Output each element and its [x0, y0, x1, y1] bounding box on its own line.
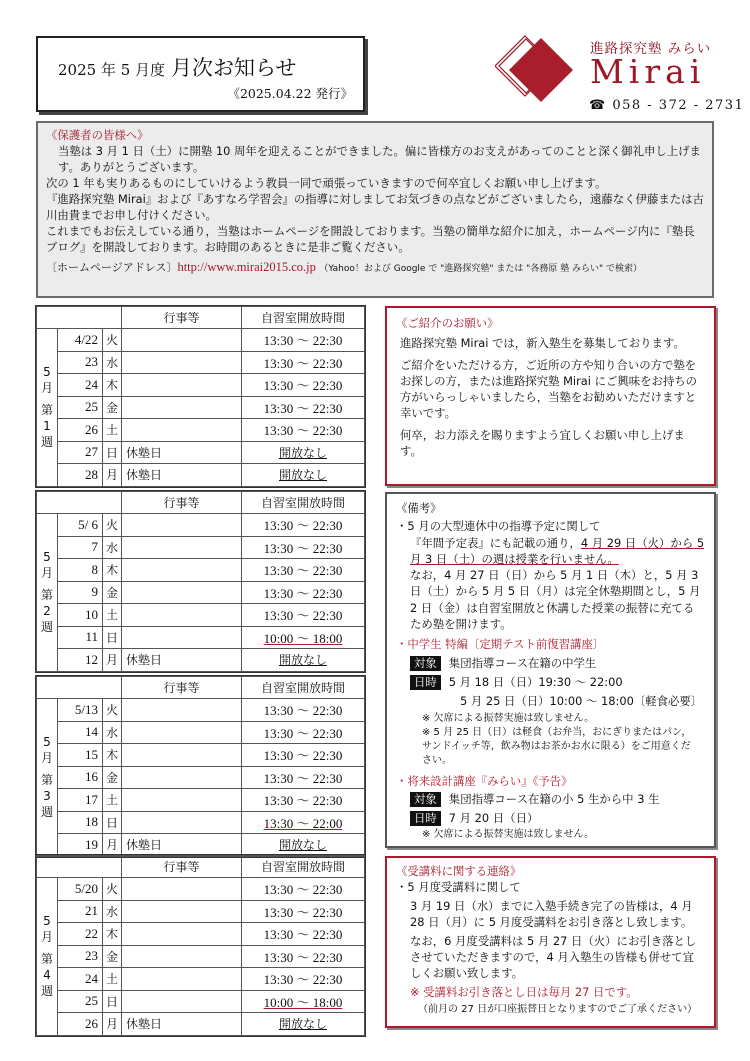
table-row — [37, 649, 365, 672]
week-label-char: 5 — [43, 365, 51, 380]
open-time-text: 13:30 ～ 22:30 — [263, 518, 343, 534]
homepage-search-note: （Yahoo！および Google で "進路探究塾" または "各務原 塾 みらい" で検索） — [319, 264, 643, 274]
target-tag-2: 対象 — [410, 792, 441, 807]
greeting-box — [36, 121, 714, 298]
open-time-cell — [242, 396, 365, 419]
table-row — [37, 559, 365, 582]
open-time-text: 開放なし — [278, 445, 327, 460]
weekday-cell: 木 — [103, 559, 122, 582]
junior-date-2: 5 月 25 日（日）10:00 ～ 18:00〔軽食必要〕 — [460, 694, 703, 709]
week-label-char: 週 — [40, 620, 53, 635]
fee-box — [385, 856, 716, 1028]
weekday-cell: 木 — [103, 744, 122, 767]
weekday-cell: 金 — [103, 766, 122, 789]
table-row — [37, 923, 365, 946]
introduction-heading: 《ご紹介のお願い》 — [396, 316, 499, 330]
date-tag-2: 日時 — [410, 811, 441, 826]
open-time-text: 10:00 ～ 18:00 — [263, 630, 343, 646]
weekday-cell: 木 — [103, 374, 122, 397]
header-blank — [37, 307, 122, 329]
weekday-cell: 木 — [103, 923, 122, 946]
date-cell: 23 — [58, 945, 103, 968]
notes-heading: 《備考》 — [396, 501, 442, 515]
open-time-text: 13:30 ～ 22:30 — [263, 563, 343, 579]
event-cell — [122, 626, 242, 649]
open-time-text: 13:30 ～ 22:30 — [263, 423, 343, 439]
homepage-link[interactable]: http://www.mirai2015.co.jp — [177, 260, 316, 274]
table-row — [37, 900, 365, 923]
notes-box — [385, 492, 716, 848]
open-time-text: 13:30 ～ 22:30 — [263, 378, 343, 394]
future-course-title: ・将来設計講座『みらい』《予告》 — [396, 773, 573, 788]
event-cell: 休塾日 — [122, 1013, 242, 1036]
date-cell: 28 — [58, 464, 103, 487]
header-event: 行事等 — [122, 492, 242, 514]
homepage-label: 〔ホームページアドレス〕 — [46, 261, 178, 274]
weekday-cell: 土 — [103, 419, 122, 442]
open-time-text: 開放なし — [278, 838, 327, 853]
table-row — [37, 968, 365, 991]
schedule-week-2-table — [36, 491, 365, 672]
week-label — [37, 514, 58, 672]
table-row — [37, 626, 365, 649]
open-time-cell — [242, 329, 365, 352]
week-label-char: 週 — [40, 984, 53, 999]
open-time-text: 13:30 ～ 22:00 — [263, 815, 343, 831]
date-cell: 4/22 — [58, 329, 103, 352]
open-time-cell — [242, 626, 365, 649]
junior-target-line — [396, 655, 705, 671]
holiday-schedule-body — [396, 535, 705, 633]
open-time-text: 13:30 ～ 22:30 — [263, 927, 343, 943]
header-time: 自習室開放時間 — [242, 492, 365, 514]
table-row — [37, 878, 365, 901]
open-time-text: 13:30 ～ 22:30 — [263, 725, 343, 741]
schedule-header-row — [37, 677, 365, 699]
table-row — [37, 766, 365, 789]
open-time-cell — [242, 464, 365, 487]
weekday-cell: 水 — [103, 721, 122, 744]
event-cell — [122, 419, 242, 442]
fee-paragraph-2: なお，6 月度受講料は 5 月 27 日（火）にお引き落としさせていただきますので，4 月入塾生の皆様も併せて宜しくお願い致します。 — [410, 934, 697, 980]
table-row — [37, 721, 365, 744]
event-cell — [122, 990, 242, 1013]
brand-name-en: Mirai — [590, 52, 706, 91]
introduction-paragraph-3: 何卒，お力添えを賜りますよう宜しくお願い申し上げます。 — [400, 428, 685, 458]
junior-date-line — [396, 674, 705, 690]
greeting-paragraph-3: 『進路探究塾 Mirai』および『あすなろ学習会』の指導に対しましてお気づきの点などがございましたら，遠藤なく伊藤または古川由貴までお申し付けください。 — [46, 192, 704, 222]
week-label-char: 月 — [40, 751, 53, 766]
date-cell: 24 — [58, 968, 103, 991]
open-time-cell — [242, 990, 365, 1013]
weekday-cell: 土 — [103, 968, 122, 991]
table-row — [37, 604, 365, 627]
weekday-cell: 火 — [103, 329, 122, 352]
open-time-cell — [242, 945, 365, 968]
date-cell: 17 — [58, 789, 103, 812]
date-cell: 5/ 6 — [58, 514, 103, 537]
table-row — [37, 396, 365, 419]
weekday-cell: 水 — [103, 536, 122, 559]
weekday-cell: 火 — [103, 878, 122, 901]
header-time: 自習室開放時間 — [242, 677, 365, 699]
table-row — [37, 351, 365, 374]
week-label-char: 第 — [40, 588, 53, 603]
week-label-char: 月 — [40, 566, 53, 581]
weekday-cell: 土 — [103, 604, 122, 627]
greeting-paragraph-1: 当塾は 3 月 1 日（土）に開塾 10 周年を迎えることができました。偏に皆様方のお支えがあってのことと深く御礼申し上げます。ありがとうございます。 — [58, 144, 701, 174]
open-time-cell — [242, 789, 365, 812]
week-label-char: 4 — [43, 968, 51, 983]
table-row — [37, 329, 365, 352]
date-cell: 9 — [58, 581, 103, 604]
event-cell — [122, 789, 242, 812]
event-cell: 休塾日 — [122, 649, 242, 672]
weekday-cell: 日 — [103, 811, 122, 834]
schedule-week-3-table — [36, 676, 365, 857]
weekday-cell: 日 — [103, 990, 122, 1013]
open-time-cell — [242, 811, 365, 834]
weekday-cell: 月 — [103, 834, 122, 857]
event-cell — [122, 699, 242, 722]
open-time-cell — [242, 374, 365, 397]
date-cell: 12 — [58, 649, 103, 672]
event-cell — [122, 945, 242, 968]
weekday-cell: 水 — [103, 900, 122, 923]
open-time-text: 13:30 ～ 22:30 — [263, 748, 343, 764]
open-time-cell — [242, 834, 365, 857]
date-tag: 日時 — [410, 675, 441, 690]
open-time-cell — [242, 878, 365, 901]
week-label — [37, 329, 58, 487]
event-cell: 休塾日 — [122, 464, 242, 487]
event-cell — [122, 604, 242, 627]
date-cell: 21 — [58, 900, 103, 923]
event-cell — [122, 721, 242, 744]
week-label-char: 週 — [40, 435, 53, 450]
title-main-text: 月次お知らせ — [171, 56, 297, 80]
open-time-text: 13:30 ～ 22:30 — [263, 703, 343, 719]
week-label-char: 2 — [43, 604, 51, 619]
header-event: 行事等 — [122, 307, 242, 329]
title-box — [36, 36, 365, 112]
table-row — [37, 811, 365, 834]
introduction-paragraph-2: ご紹介をいただける方，ご近所の方や知り合いの方で塾をお探しの方，または進路探究塾 Mirai にご興味をお持ちの方がいらっしゃいましたら，当塾をお勧めいただけますと幸いです。 — [400, 358, 698, 420]
date-cell: 10 — [58, 604, 103, 627]
schedule-header-row — [37, 856, 365, 878]
date-cell: 18 — [58, 811, 103, 834]
weekday-cell: 月 — [103, 1013, 122, 1036]
greeting-paragraph-2: 次の 1 年も実りあるものにしていけるよう教員一同で頑張っていきますので何卒宜しくお願い申し上げます。 — [46, 176, 607, 190]
open-time-cell — [242, 351, 365, 374]
greeting-heading: 《保護者の皆様へ》 — [46, 128, 149, 142]
open-time-text: 開放なし — [278, 653, 327, 668]
open-time-cell — [242, 559, 365, 582]
event-cell — [122, 581, 242, 604]
table-row — [37, 744, 365, 767]
event-cell — [122, 900, 242, 923]
table-row — [37, 990, 365, 1013]
event-cell — [122, 329, 242, 352]
date-cell: 11 — [58, 626, 103, 649]
event-cell — [122, 351, 242, 374]
open-time-cell — [242, 514, 365, 537]
date-cell: 5/13 — [58, 699, 103, 722]
event-cell — [122, 766, 242, 789]
future-note: ※ 欠席による振替実施は致しません。 — [422, 829, 595, 841]
event-cell — [122, 811, 242, 834]
open-time-text: 13:30 ～ 22:30 — [263, 770, 343, 786]
date-cell: 5/20 — [58, 878, 103, 901]
week-label-char: 第 — [40, 403, 53, 418]
open-time-cell — [242, 699, 365, 722]
open-time-text: 13:30 ～ 22:30 — [263, 400, 343, 416]
open-time-text: 13:30 ～ 22:30 — [263, 949, 343, 965]
open-time-text: 13:30 ～ 22:30 — [263, 882, 343, 898]
open-time-cell — [242, 766, 365, 789]
open-time-text: 開放なし — [278, 1017, 327, 1032]
date-cell: 25 — [58, 396, 103, 419]
open-time-text: 13:30 ～ 22:30 — [263, 793, 343, 809]
weekday-cell: 火 — [103, 514, 122, 537]
junior-special-title: ・中学生 特編〔定期テスト前復習講座〕 — [396, 637, 605, 652]
fee-item-title: ・5 月度受講料に関して — [396, 880, 521, 894]
table-row — [37, 441, 365, 464]
weekday-cell: 土 — [103, 789, 122, 812]
junior-note-1: ※ 欠席による振替実施は致しません。 — [422, 712, 595, 724]
title-month: 2025 年 5 月度 — [58, 61, 166, 79]
open-time-cell — [242, 1013, 365, 1036]
junior-date-1: 5 月 18 日（日）19:30 ～ 22:00 — [448, 674, 623, 689]
fee-subnote: （前月の 27 日が口座振替日となりますのでご了承ください） — [418, 1004, 698, 1015]
event-cell: 休塾日 — [122, 441, 242, 464]
table-row — [37, 464, 365, 487]
junior-note-2: ※ 5 月 25 日（日）は軽食（お弁当，おにぎりまたはパン，サンドイッチ等，飲み物はお茶かお水に限る）をご用意ください。 — [422, 726, 692, 766]
week-label-char: 5 — [43, 550, 51, 565]
schedule-week-4-table — [36, 855, 365, 1036]
table-row — [37, 945, 365, 968]
table-row — [37, 1013, 365, 1036]
date-cell: 22 — [58, 923, 103, 946]
event-cell — [122, 396, 242, 419]
table-row — [37, 374, 365, 397]
open-time-text: 13:30 ～ 22:30 — [263, 355, 343, 371]
open-time-text: 13:30 ～ 22:30 — [263, 972, 343, 988]
weekday-cell: 金 — [103, 581, 122, 604]
holiday-post: なお，4 月 27 日（日）から 5 月 1 日（木）と，5 月 3 日（土）から 5 月 5 日（月）は完全休塾期間とし，5 月 2 日（金）は自習室開放と休講した授業の振替に充てるため塾を開けます。 — [410, 568, 701, 632]
weekday-cell: 水 — [103, 351, 122, 374]
holiday-emphasis: 4 月 29 日（火）から 5 月 3 日（土）の週は授業を行いません。 — [410, 535, 705, 566]
target-tag: 対象 — [410, 656, 441, 671]
week-label-char: 第 — [40, 773, 53, 788]
open-time-cell — [242, 721, 365, 744]
weekday-cell: 月 — [103, 464, 122, 487]
week-label-char: 月 — [40, 930, 53, 945]
event-cell — [122, 559, 242, 582]
header-event: 行事等 — [122, 856, 242, 878]
page-title — [58, 52, 296, 82]
open-time-cell — [242, 536, 365, 559]
table-row — [37, 789, 365, 812]
week-label-char: 1 — [43, 419, 51, 434]
date-cell: 25 — [58, 990, 103, 1013]
open-time-cell — [242, 968, 365, 991]
weekday-cell: 火 — [103, 699, 122, 722]
holiday-pre: 『年間予定表』にも記載の通り， — [410, 535, 581, 550]
fee-emphasis: ※ 受講料お引き落とし日は毎月 27 日です。 — [410, 985, 638, 999]
week-label-char: 5 — [43, 914, 51, 929]
open-time-text: 13:30 ～ 22:30 — [263, 585, 343, 601]
event-cell — [122, 878, 242, 901]
open-time-cell — [242, 604, 365, 627]
date-cell: 26 — [58, 419, 103, 442]
event-cell: 休塾日 — [122, 834, 242, 857]
week-label — [37, 878, 58, 1036]
open-time-cell — [242, 649, 365, 672]
header-time: 自習室開放時間 — [242, 856, 365, 878]
future-target: 集団指導コース在籍の小 5 生から中 3 生 — [448, 791, 660, 806]
open-time-text: 13:30 ～ 22:30 — [263, 904, 343, 920]
table-row — [37, 834, 365, 857]
brand-name-jp: 進路探究塾 みらい — [590, 41, 712, 57]
weekday-cell: 日 — [103, 626, 122, 649]
table-row — [37, 514, 365, 537]
table-row — [37, 536, 365, 559]
open-time-cell — [242, 900, 365, 923]
weekday-cell: 金 — [103, 945, 122, 968]
future-date: 7 月 20 日（日） — [448, 811, 539, 826]
introduction-box — [385, 306, 716, 486]
open-time-text: 10:00 ～ 18:00 — [263, 994, 343, 1010]
header-blank — [37, 856, 122, 878]
week-label — [37, 699, 58, 857]
phone-number: ☎ 058 - 372 - 2731 — [589, 98, 745, 113]
open-time-cell — [242, 923, 365, 946]
event-cell — [122, 536, 242, 559]
event-cell — [122, 744, 242, 767]
greeting-paragraph-4: これまでもお伝えしている通り，当塾はホームページを開設しております。当塾の簡単な紹介に加え，ホームページ内に『塾長ブログ』を開設しております。お時間のあるときに是非ご覧ください。 — [46, 224, 695, 254]
fee-heading: 《受講料に関する連絡》 — [396, 864, 522, 878]
date-cell: 24 — [58, 374, 103, 397]
date-cell: 27 — [58, 441, 103, 464]
weekday-cell: 日 — [103, 441, 122, 464]
future-date-line — [396, 810, 705, 826]
week-label-char: 週 — [40, 805, 53, 820]
table-row — [37, 699, 365, 722]
open-time-text: 13:30 ～ 22:30 — [263, 333, 343, 349]
week-label-char: 3 — [43, 789, 51, 804]
homepage-line — [46, 259, 704, 277]
holiday-schedule-title: ・5 月の大型連休中の指導予定に関して — [396, 519, 601, 534]
schedule-header-row — [37, 492, 365, 514]
open-time-text: 13:30 ～ 22:30 — [263, 540, 343, 556]
open-time-cell — [242, 581, 365, 604]
event-cell — [122, 923, 242, 946]
issue-date: 《2025.04.22 発行》 — [227, 86, 353, 101]
event-cell — [122, 514, 242, 537]
week-label-char: 第 — [40, 952, 53, 967]
weekday-cell: 金 — [103, 396, 122, 419]
date-cell: 8 — [58, 559, 103, 582]
fee-paragraph-1: 3 月 19 日（水）までに入塾手続き完了の皆様は，4 月 28 日（月）に 5 月度受講料をお引き落とし致します。 — [410, 899, 693, 929]
schedule-week-1-table — [36, 306, 365, 487]
date-cell: 26 — [58, 1013, 103, 1036]
date-cell: 14 — [58, 721, 103, 744]
date-cell: 16 — [58, 766, 103, 789]
junior-target: 集団指導コース在籍の中学生 — [448, 655, 597, 670]
weekday-cell: 月 — [103, 649, 122, 672]
header-blank — [37, 492, 122, 514]
open-time-cell — [242, 419, 365, 442]
date-cell: 19 — [58, 834, 103, 857]
week-label-char: 月 — [40, 381, 53, 396]
future-target-line — [396, 791, 705, 807]
diamond-logo-icon — [495, 30, 587, 104]
introduction-paragraph-1: 進路探究塾 Mirai では，新入塾生を募集しております。 — [400, 336, 685, 350]
header-time: 自習室開放時間 — [242, 307, 365, 329]
table-row — [37, 581, 365, 604]
event-cell — [122, 374, 242, 397]
date-cell: 7 — [58, 536, 103, 559]
schedule-header-row — [37, 307, 365, 329]
week-label-char: 5 — [43, 735, 51, 750]
open-time-text: 開放なし — [278, 468, 327, 483]
date-cell: 23 — [58, 351, 103, 374]
event-cell — [122, 968, 242, 991]
date-cell: 15 — [58, 744, 103, 767]
open-time-cell — [242, 441, 365, 464]
open-time-text: 13:30 ～ 22:30 — [263, 608, 343, 624]
header-event: 行事等 — [122, 677, 242, 699]
header-blank — [37, 677, 122, 699]
open-time-cell — [242, 744, 365, 767]
table-row — [37, 419, 365, 442]
